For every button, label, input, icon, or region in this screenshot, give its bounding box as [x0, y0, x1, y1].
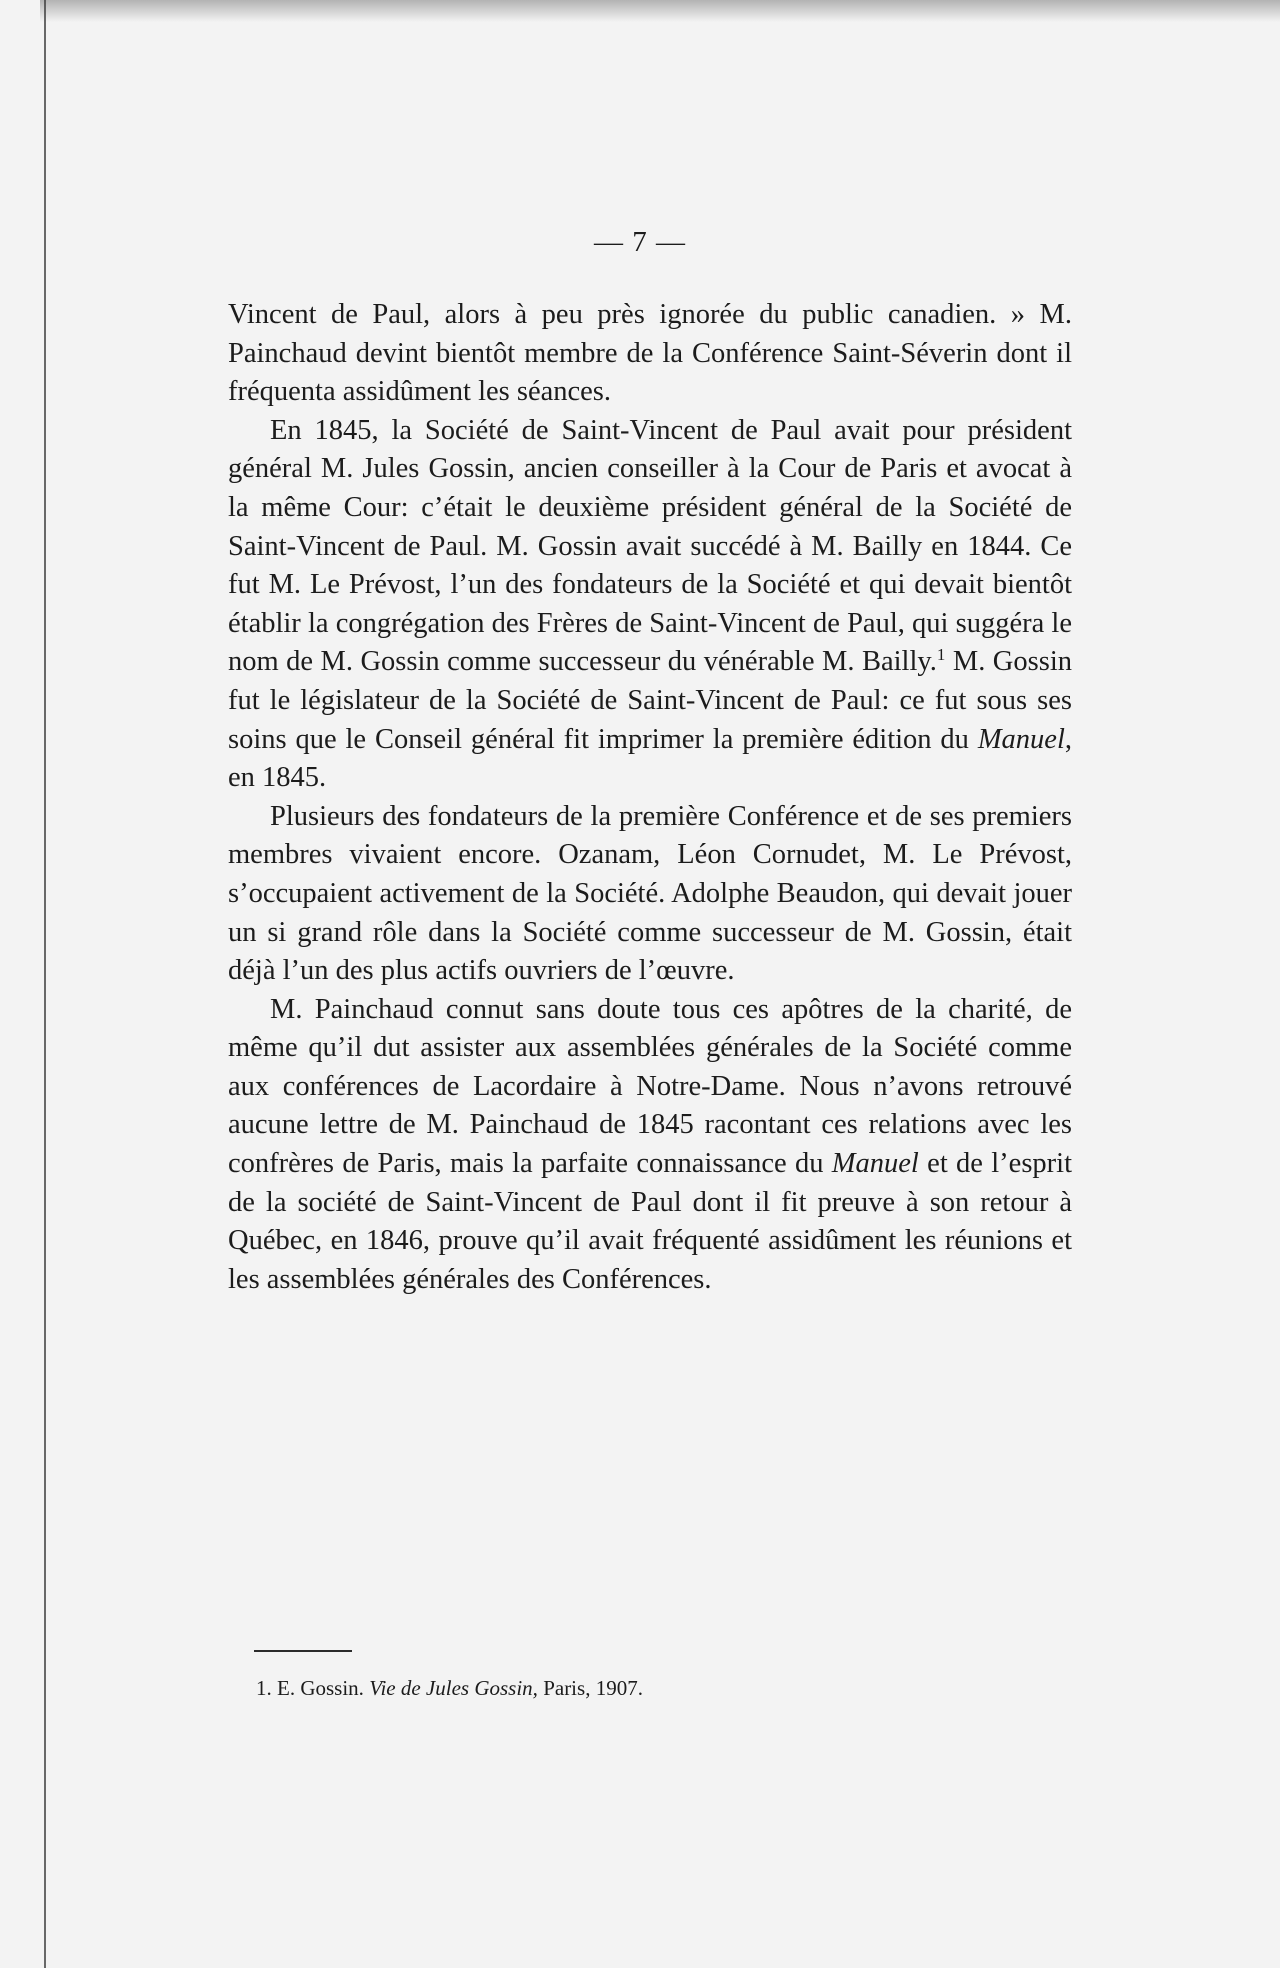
paragraph-3: Plusieurs des fondateurs de la première Conférence et de ses premiers membres vivaient encore. Ozanam, Léon Cornudet, M. Le Prévost, s’occupaient activement de la Société. Adolphe Beaudon, qui devait jouer un si grand rôle dans la Société comme successeur de M. Gossin, était déjà l’un des plus actifs ouvriers de l’œuvre.	[228, 800, 1072, 987]
footnote-work-title: Vie de Jules Gossin,	[369, 1676, 538, 1700]
paragraph-2-text-b: M. Gossin fut le législateur de la Société de Saint-Vincent de Paul: ce fut sous ses soins que le Conseil général fit imprimer la première édition du	[228, 646, 1072, 755]
paragraph-2-text-c: , en 1845.	[228, 723, 1072, 794]
paragraph-2-title-italic: Manuel	[977, 723, 1065, 755]
page-number: — 7 —	[594, 226, 686, 258]
paragraph-4-text-b: et de l’esprit de la société de Saint-Vincent de Paul dont il fit preuve à son retour à Québec, en 1846, prouve qu’il avait fréquenté assidûment les réunions et les assemblées générales des Conférences.	[228, 1148, 1072, 1295]
paragraph-1: Vincent de Paul, alors à peu près ignorée du public canadien. » M. Painchaud devint bientôt membre de la Conférence Saint-Séverin dont il fréquenta assidûment les séances.	[228, 299, 1072, 408]
body-text	[228, 296, 1072, 1299]
footnote	[256, 1676, 643, 1701]
footnote-author: E. Gossin.	[277, 1676, 364, 1700]
paragraph-4-title-italic: Manuel	[831, 1148, 919, 1180]
footnote-divider	[254, 1650, 352, 1652]
footnote-reference[interactable]: 1	[936, 645, 946, 665]
paragraph-2	[228, 412, 1072, 798]
paragraph-2-text-a: En 1845, la Société de Saint-Vincent de Paul avait pour président général M. Jules Gossin, ancien conseiller à la Cour de Paris et avocat à la même Cour: c’était le deuxième président général de la Société de Saint-Vincent de Paul. M. Gossin avait succédé à M. Bailly en 1844. Ce fut M. Le Prévost, l’un des fondateurs de la Société et qui devait bientôt établir la congrégation des Frères de Saint-Vincent de Paul, qui suggéra le nom de M. Gossin comme successeur du vénérable M. Bailly.	[228, 414, 1072, 678]
paragraph-4	[228, 991, 1072, 1300]
paragraph-4-text-a: M. Painchaud connut sans doute tous ces apôtres de la charité, de même qu’il dut assister aux assemblées générales de la Société comme aux conférences de Lacordaire à Notre-Dame. Nous n’avons retrouvé aucune lettre de M. Painchaud de 1845 racontant ces relations avec les confrères de Paris, mais la parfaite connaissance du	[228, 993, 1072, 1180]
scan-top-shadow	[40, 0, 1280, 22]
footnote-place-year: Paris, 1907.	[543, 1676, 643, 1700]
page-binding-edge	[44, 0, 46, 1968]
footnote-marker: 1.	[256, 1676, 272, 1700]
